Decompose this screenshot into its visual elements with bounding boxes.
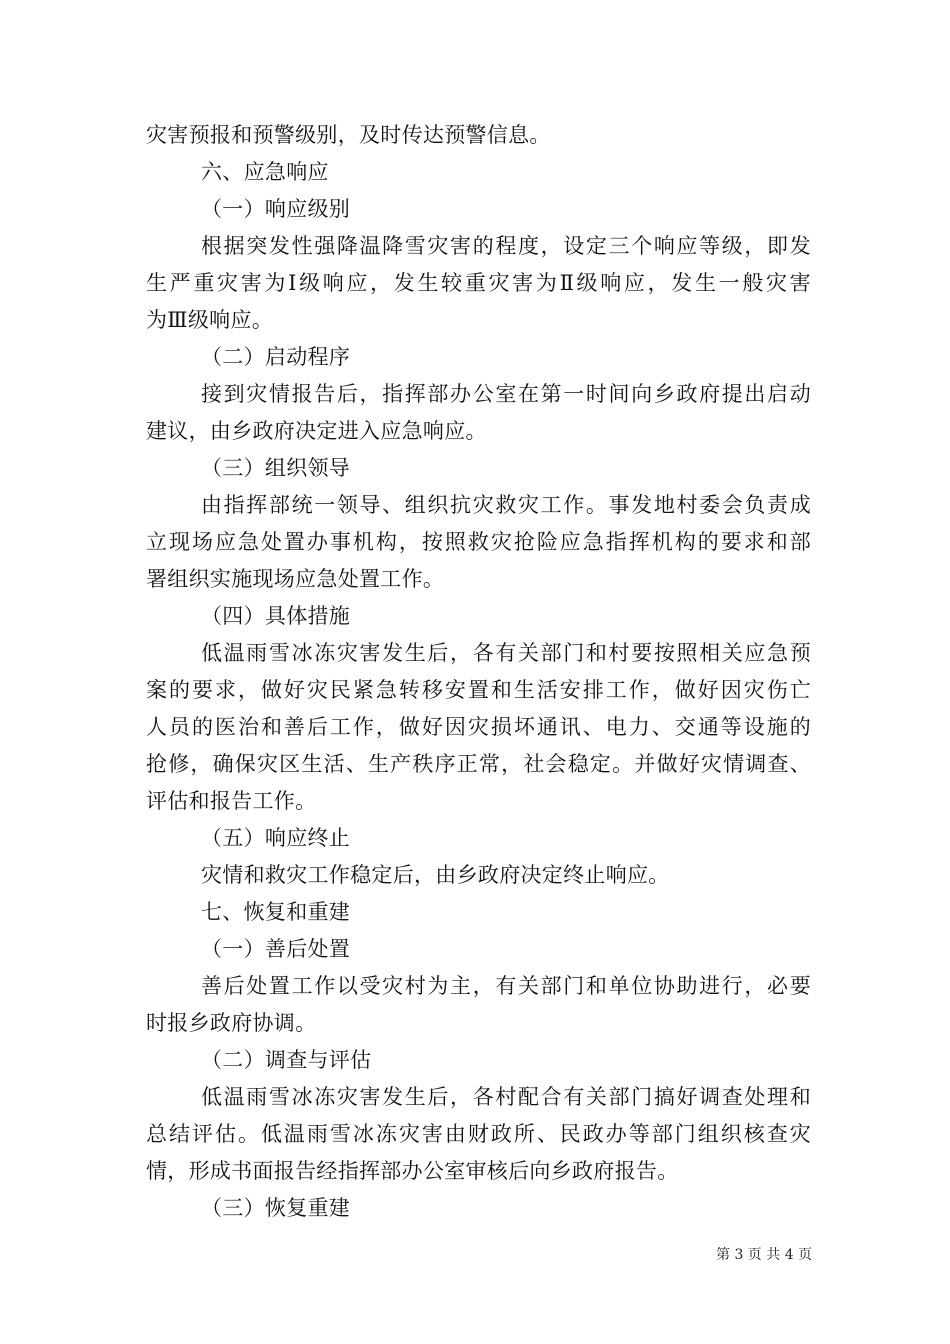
subsection-heading: （四）具体措施 [201, 604, 351, 628]
paragraph-line: 抢修，确保灾区生活、生产秩序正常，社会稳定。并做好灾情调查、 [146, 752, 811, 776]
page-number-footer: 第 3 页 共 4 页 [716, 1247, 813, 1263]
paragraph-line: 情，形成书面报告经指挥部办公室审核后向乡政府报告。 [146, 1159, 679, 1183]
paragraph-line: 灾情和救灾工作稳定后，由乡政府决定终止响应。 [201, 863, 670, 887]
section-heading: 七、恢复和重建 [201, 900, 351, 924]
paragraph-line: 署组织实施现场应急处置工作。 [146, 567, 445, 591]
paragraph-line: 案的要求，做好灾民紧急转移安置和生活安排工作，做好因灾伤亡 [146, 678, 811, 702]
subsection-heading: （三）组织领导 [201, 456, 351, 480]
section-heading: 六、应急响应 [201, 160, 329, 184]
paragraph-line: 低温雨雪冰冻灾害发生后，各有关部门和村要按照相关应急预 [201, 641, 811, 665]
subsection-heading: （二）启动程序 [201, 345, 351, 369]
paragraph-line: 评估和报告工作。 [146, 789, 317, 813]
paragraph-line: 建议，由乡政府决定进入应急响应。 [146, 419, 487, 443]
document-body [146, 117, 811, 1227]
paragraph-line: 由指挥部统一领导、组织抗灾救灾工作。事发地村委会负责成 [201, 493, 811, 517]
paragraph-line: 为Ⅲ级响应。 [146, 308, 274, 332]
subsection-heading: （三）恢复重建 [201, 1196, 351, 1220]
paragraph-line: 立现场应急处置办事机构，按照救灾抢险应急指挥机构的要求和部 [146, 530, 811, 554]
subsection-heading: （二）调查与评估 [201, 1048, 372, 1072]
subsection-heading: （一）响应级别 [201, 197, 351, 221]
paragraph-line: 善后处置工作以受灾村为主，有关部门和单位协助进行，必要 [201, 974, 811, 998]
paragraph-line: 生严重灾害为Ⅰ级响应，发生较重灾害为Ⅱ级响应，发生一般灾害 [146, 271, 811, 295]
subsection-heading: （五）响应终止 [201, 826, 351, 850]
subsection-heading: （一）善后处置 [201, 937, 351, 961]
paragraph-line: 灾害预报和预警级别，及时传达预警信息。 [146, 123, 551, 147]
paragraph-line: 总结评估。低温雨雪冰冻灾害由财政所、民政办等部门组织核查灾 [146, 1122, 811, 1146]
paragraph-line: 根据突发性强降温降雪灾害的程度，设定三个响应等级，即发 [201, 234, 811, 258]
paragraph-line: 人员的医治和善后工作，做好因灾损坏通讯、电力、交通等设施的 [146, 715, 811, 739]
paragraph-line: 时报乡政府协调。 [146, 1011, 317, 1035]
paragraph-line: 接到灾情报告后，指挥部办公室在第一时间向乡政府提出启动 [201, 382, 811, 406]
paragraph-line: 低温雨雪冰冻灾害发生后，各村配合有关部门搞好调查处理和 [201, 1085, 811, 1109]
